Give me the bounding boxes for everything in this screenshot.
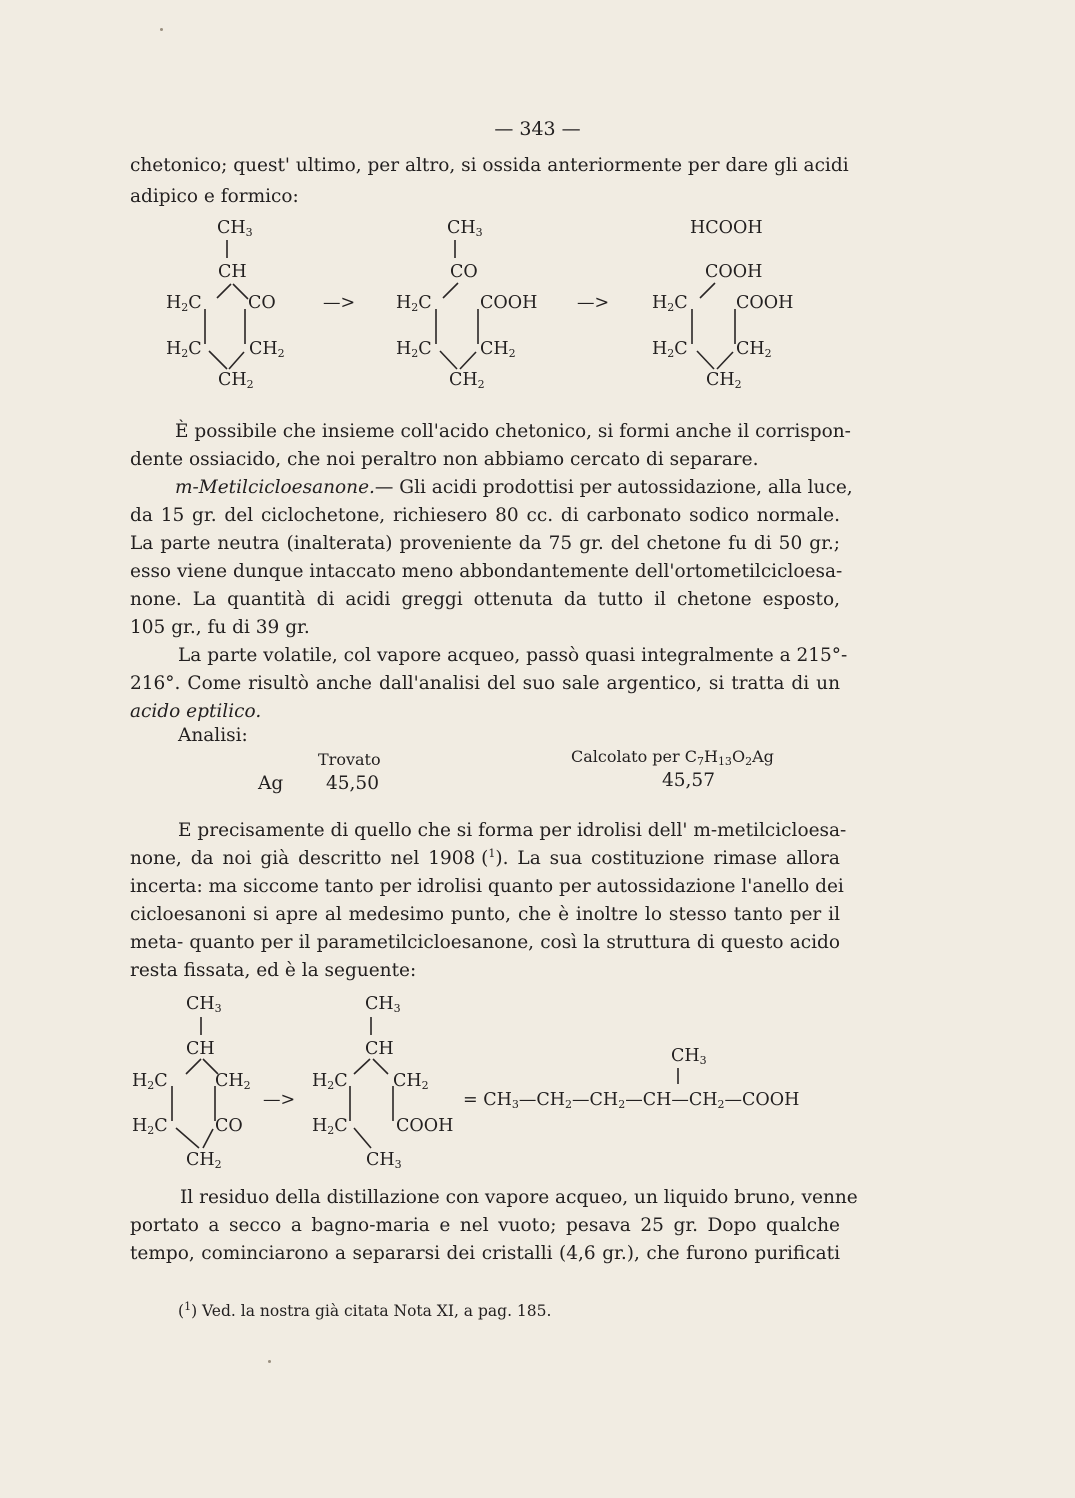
section-heading: m-Metilcicloesanone. [175, 477, 375, 498]
formula-ch2-bottom: $CH_2$ [186, 1150, 222, 1171]
formula-ch2-right: $CH_2$ [480, 339, 516, 360]
formula-h2c-top: $H_2C$ [652, 293, 688, 314]
formula-hcooh: HCOOH [690, 218, 763, 238]
formula-ch3: $CH_3$ [217, 218, 253, 239]
text-line: resta fissata, ed è la seguente: [130, 960, 417, 981]
text-line: E precisamente di quello che si forma per idrolisi dell' m-metilcicloesa- [178, 820, 847, 841]
formula-cooh: COOH [705, 262, 763, 282]
text-line: da 15 gr. del ciclochetone, richiesero 80 cc. di carbonato sodico normale. [130, 505, 840, 526]
reaction-arrow: —> [577, 293, 610, 313]
text-line: Il residuo della distillazione con vapore acqueo, un liquido bruno, venne [180, 1187, 858, 1208]
formula-ch2-right: $CH_2$ [736, 339, 772, 360]
footnote: ($^1$) Ved. la nostra già citata Nota XI, a pag. 185. [178, 1299, 552, 1320]
reaction-arrow: —> [323, 293, 356, 313]
formula-ch2-right: $CH_2$ [393, 1071, 429, 1092]
formula-ch3-bottom: $CH_3$ [366, 1150, 402, 1171]
formula-h2c-top: $H_2C$ [132, 1071, 168, 1092]
formula-ch2-bottom: $CH_2$ [449, 370, 485, 391]
formula-h2c-bottom: $H_2C$ [312, 1116, 348, 1137]
text-line: 105 gr., fu di 39 gr. [130, 617, 310, 638]
text-line: esso viene dunque intaccato meno abbondantemente dell'ortometilcicloesa- [130, 561, 843, 582]
text-line: incerta: ma siccome tanto per idrolisi quanto per autossidazione l'anello dei [130, 876, 844, 897]
paper-speck [160, 28, 163, 31]
page-number: — 343 — [494, 118, 581, 140]
formula-h2c-bottom: $H_2C$ [132, 1116, 168, 1137]
paper-speck [268, 1360, 271, 1363]
text-line: adipico e formico: [130, 186, 299, 207]
calc-value: 45,57 [662, 770, 715, 791]
formula-ch2-right: $CH_2$ [249, 339, 285, 360]
text-line: La parte volatile, col vapore acqueo, passò quasi integralmente a 215°- [178, 645, 848, 666]
text-line: portato a secco a bagno-maria e nel vuoto; pesava 25 gr. Dopo qualche [130, 1215, 840, 1236]
found-header: Trovato [318, 750, 381, 769]
formula-ch3: $CH_3$ [447, 218, 483, 239]
formula-cooh: COOH [396, 1116, 454, 1136]
formula-ch: CH [186, 1039, 215, 1059]
formula-co: CO [215, 1116, 243, 1136]
found-value: 45,50 [326, 773, 379, 794]
analysis-label: Analisi: [178, 725, 248, 746]
text-line: cicloesanoni si apre al medesimo punto, che è inoltre lo stesso tanto per il [130, 904, 840, 925]
text-line: tempo, cominciarono a separarsi dei cristalli (4,6 gr.), che furono purificati [130, 1243, 840, 1264]
formula-branch-ch3: $CH_3$ [671, 1046, 707, 1067]
formula-h2c-bottom: $H_2C$ [396, 339, 432, 360]
formula-h2c-bottom: $H_2C$ [166, 339, 202, 360]
text-line: chetonico; quest' ultimo, per altro, si ossida anteriormente per dare gli acidi [130, 155, 849, 176]
text-line: La parte neutra (inalterata) proveniente da 75 gr. del chetone fu di 50 gr.; [130, 533, 840, 554]
formula-ch2-right: $CH_2$ [215, 1071, 251, 1092]
text-line: none. La quantità di acidi greggi ottenuta da tutto il chetone esposto, [130, 589, 840, 610]
text-line: none, da noi già descritto nel 1908 ($^1$). La sua costituzione rimase allora [130, 846, 840, 869]
formula-ch2-bottom: $CH_2$ [706, 370, 742, 391]
formula-h2c-top: $H_2C$ [166, 293, 202, 314]
formula-ch: CH [218, 262, 247, 282]
formula-co: CO [450, 262, 478, 282]
formula-cooh-right: COOH [736, 293, 794, 313]
calc-header: Calcolato per $C_7H_{13}O_2Ag$ [571, 747, 774, 768]
formula-co: CO [248, 293, 276, 313]
formula-h2c-top: $H_2C$ [396, 293, 432, 314]
formula-cooh: COOH [480, 293, 538, 313]
element-symbol: Ag [258, 773, 284, 794]
reaction-arrow: —> [263, 1090, 296, 1110]
formula-ch2-bottom: $CH_2$ [218, 370, 254, 391]
formula-ch3: $CH_3$ [186, 994, 222, 1015]
formula-h2c-top: $H_2C$ [312, 1071, 348, 1092]
text-line: 216°. Come risultò anche dall'analisi del suo sale argentico, si tratta di un [130, 673, 840, 694]
text-line: dente ossiacido, che noi peraltro non abbiamo cercato di separare. [130, 449, 759, 470]
formula-open-chain: = $CH_3—CH_2—CH_2—CH—CH_2—COOH$ [463, 1090, 800, 1111]
text-fragment: — Gli acidi prodottisi per autossidazione, alla luce, [374, 477, 853, 498]
acid-name: acido eptilico. [130, 701, 262, 722]
text-line: meta- quanto per il parametilcicloesanone, così la struttura di questo acido [130, 932, 840, 953]
text-line: È possibile che insieme coll'acido chetonico, si formi anche il corrispon- [175, 421, 851, 442]
formula-ch: CH [365, 1039, 394, 1059]
formula-ch3: $CH_3$ [365, 994, 401, 1015]
formula-h2c-bottom: $H_2C$ [652, 339, 688, 360]
